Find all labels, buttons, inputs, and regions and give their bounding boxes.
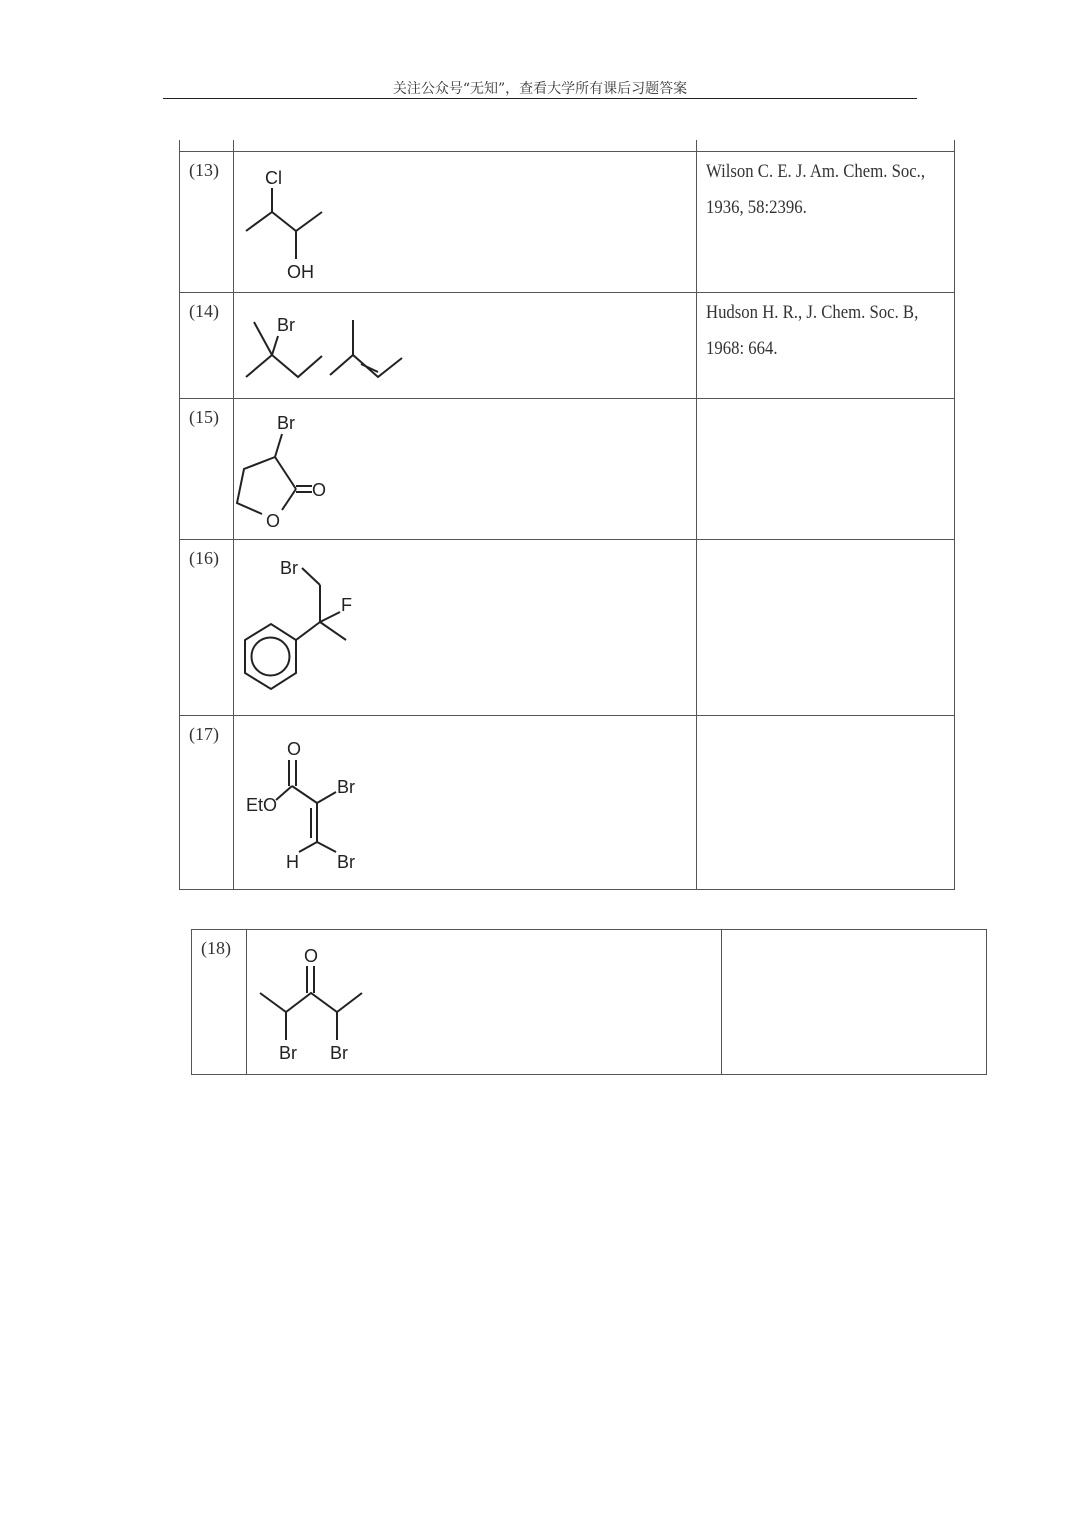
atom-label: EtO: [246, 795, 278, 815]
atom-label: OH: [287, 262, 314, 282]
reference-line: 1968: 664.: [706, 338, 778, 359]
atom-label: Br: [330, 1043, 348, 1063]
atom-label: O: [312, 480, 327, 500]
atom-label: Br: [279, 1043, 297, 1063]
reference-line: Hudson H. R., J. Chem. Soc. B,: [706, 302, 919, 323]
row-number: (18): [201, 938, 231, 958]
atom-label: Cl: [265, 168, 282, 188]
atom-label: Br: [337, 777, 355, 797]
atom-label: Br: [337, 852, 355, 872]
atom-label: O: [287, 739, 302, 759]
page-header: 关注公众号“无知”，查看大学所有课后习题答案: [392, 81, 688, 97]
row-number: (15): [189, 407, 219, 427]
atom-label: Br: [277, 315, 295, 335]
reference-line: Wilson C. E. J. Am. Chem. Soc.,: [706, 161, 926, 182]
row-number: (14): [189, 301, 219, 321]
atom-label: F: [341, 595, 352, 615]
atom-label: O: [266, 511, 281, 531]
atom-label: Br: [280, 558, 298, 578]
row-number: (17): [189, 724, 219, 744]
atom-label: O: [304, 946, 319, 966]
atom-label: H: [286, 852, 299, 872]
atom-label: Br: [277, 413, 295, 433]
row-number: (13): [189, 160, 219, 180]
reference-line: 1936, 58:2396.: [706, 197, 807, 218]
row-number: (16): [189, 548, 219, 568]
